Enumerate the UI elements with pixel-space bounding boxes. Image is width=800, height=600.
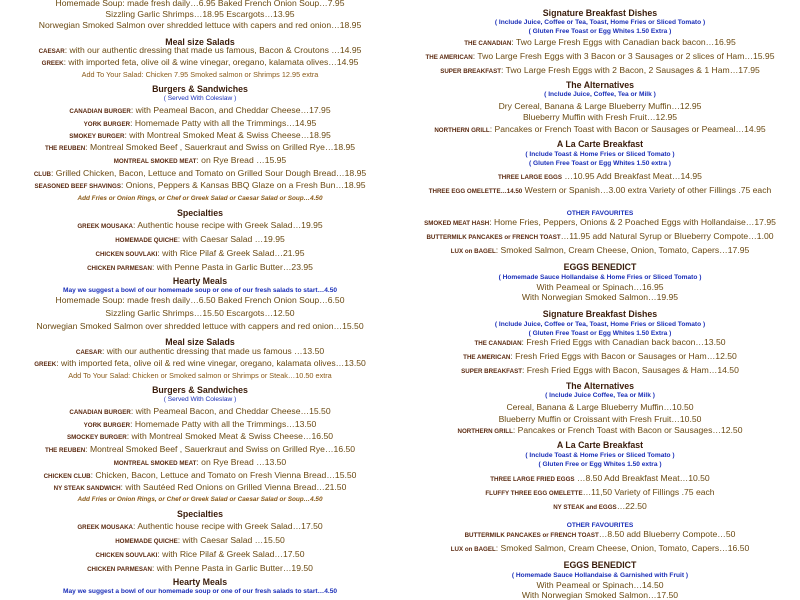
menu-line-text: …22.50	[616, 501, 647, 511]
menu-line-text: : with Caesar Salad …19.95	[177, 234, 285, 244]
menu-line	[0, 509, 400, 520]
menu-line	[0, 431, 400, 442]
menu-line-text: …8.50 add Blueberry Compote…50	[598, 529, 736, 539]
menu-line-text: Cereal, Banana & Large Blueberry Muffin…10.50	[506, 402, 694, 412]
menu-line	[0, 419, 400, 430]
menu-line-text: : with Rice Pilaf & Greek Salad…17.50	[157, 549, 305, 559]
menu-line	[400, 51, 800, 62]
menu-line-text: ( Homemade Sauce Hollandaise & Garnished with Fruit )	[511, 572, 689, 579]
menu-line	[0, 494, 400, 505]
menu-item-name: HOMEMADE QUICHE	[115, 237, 178, 244]
menu-item-name: THE AMERICAN	[425, 54, 473, 61]
menu-line-text: With Norwegian Smoked Salmon…17.50	[521, 590, 679, 600]
menu-line-text: : Onions, Peppers & Kansas BBQ Glaze on a Fresh Bun…18.95	[120, 180, 366, 190]
menu-line-text: : with Peameal Bacon, and Cheddar Cheese…17.95	[130, 105, 331, 115]
menu-item-name: CHICKEN SOUVLAKI	[95, 251, 158, 258]
menu-item-name: MONTREAL SMOKED MEAT	[113, 158, 197, 165]
menu-line	[0, 563, 400, 574]
menu-line	[400, 425, 800, 436]
menu-line-text: : Two Large Fresh Eggs with 2 Bacon, 2 Sausages & 1 Ham…17.95	[501, 65, 760, 75]
menu-line-text: : Homemade Patty with all the Trimmings…13.50	[130, 419, 317, 429]
menu-line	[400, 37, 800, 48]
menu-line-text: : with Montreal Smoked Meat & Swiss Cheese…18.95	[124, 130, 331, 140]
menu-item-name: GREEK MOUSAKA	[77, 524, 134, 531]
menu-line-text: : Montreal Smoked Beef , Sauerkraut and Swiss on Grilled Rye…18.95	[85, 142, 356, 152]
menu-line	[0, 482, 400, 493]
menu-line-text: With Peameal or Spinach…16.95	[536, 282, 664, 292]
menu-line-text: With Norwegian Smoked Salmon…19.95	[521, 292, 679, 302]
menu-line-text: …11,50 Variety of Fillings .75 each	[582, 487, 715, 497]
menu-line-text: ( Include Juice, Coffee, Tea or Milk )	[544, 91, 656, 98]
menu-line	[0, 370, 400, 381]
menu-line	[400, 124, 800, 135]
menu-item-name: BUTTERMILK PANCAKES or FRENCH TOAST	[464, 532, 599, 539]
menu-item-name: GREEK MOUSAKA	[77, 223, 134, 230]
menu-line	[0, 45, 400, 56]
menu-line	[0, 20, 400, 31]
menu-item-name: SMOKEY BURGER	[69, 133, 125, 140]
menu-line-text: : with Penne Pasta in Garlic Butter…19.50	[151, 563, 313, 573]
menu-line-text: ( Include Juice Coffee, Tea or Milk )	[545, 392, 655, 399]
menu-line	[0, 93, 400, 104]
menu-line-text: : with Peameal Bacon, and Cheddar Cheese…15.50	[130, 406, 331, 416]
menu-line-text: : on Rye Bread …13.50	[196, 457, 287, 467]
menu-line	[400, 65, 800, 76]
menu-item-name: THE REUBEN	[44, 145, 86, 152]
menu-line-text: OTHER FAVOURITES	[566, 210, 634, 217]
menu-line	[400, 590, 800, 600]
menu-line-text: : Chicken, Bacon, Lettuce and Tomato on Fresh Vienna Bread…15.50	[90, 470, 357, 480]
menu-item-name: CHICKEN PARMESAN	[87, 265, 152, 272]
menu-line	[0, 358, 400, 369]
menu-line-text: The Alternatives	[565, 80, 635, 90]
menu-line	[400, 529, 800, 540]
menu-line-text: ( Include Toast & Home Fries or Sliced Tomato )	[525, 452, 675, 459]
menu-column-right	[400, 0, 800, 600]
menu-line-text: OTHER FAVOURITES	[566, 522, 634, 529]
menu-item-name: LUX on BAGEL	[450, 248, 496, 255]
menu-line-text: A La Carte Breakfast	[556, 440, 644, 450]
menu-item-name: CANADIAN BURGER	[69, 108, 131, 115]
menu-line-text: : Pancakes or French Toast with Bacon or Sausages or Peameal…14.95	[489, 124, 766, 134]
menu-line-text: ( Include Juice, Coffee or Tea, Toast, Home Fries or Sliced Tomato )	[494, 321, 706, 328]
menu-line	[0, 105, 400, 116]
menu-line	[0, 549, 400, 560]
menu-line-text: EGGS BENEDICT	[563, 262, 637, 272]
menu-line	[0, 346, 400, 357]
menu-line-text: : with Caesar Salad …15.50	[177, 535, 285, 545]
menu-line-text: : with Montreal Smoked Meat & Swiss Cheese…16.50	[126, 431, 334, 441]
menu-line-text: : Home Fries, Peppers, Onions & 2 Poached Eggs with Hollandaise…17.95	[489, 217, 776, 227]
menu-line	[400, 337, 800, 348]
menu-line	[400, 245, 800, 256]
menu-line-text: EGGS BENEDICT	[563, 560, 637, 570]
menu-line-text: : Authentic house recipe with Greek Salad…19.95	[133, 220, 323, 230]
menu-line	[0, 586, 400, 597]
menu-line-text: : Smoked Salmon, Cream Cheese, Onion, Tomato, Capers…17.95	[495, 245, 750, 255]
menu-line	[0, 457, 400, 468]
menu-line	[0, 521, 400, 532]
menu-item-name: NORTHERN GRILL	[434, 127, 490, 134]
menu-line-text: : with imported feta, olive oil & red wine vinegar, oregano, kalamata olives…13.50	[56, 358, 366, 368]
menu-line-text: Sizzling Garlic Shrimps…15.50 Escargots…12.50	[105, 308, 295, 318]
menu-line	[0, 0, 400, 9]
menu-line	[400, 459, 800, 470]
menu-line-text: : Fresh Fried Eggs with Bacon or Sausages or Ham…12.50	[510, 351, 737, 361]
menu-line	[400, 390, 800, 401]
menu-item-name: THE AMERICAN	[463, 354, 511, 361]
menu-item-name: MONTREAL SMOKED MEAT	[113, 460, 197, 467]
menu-line-text: : Homemade Patty with all the Trimmings…14.95	[130, 118, 317, 128]
menu-line	[0, 130, 400, 141]
menu-line-text: ( Include Toast & Home Fries or Sliced Tomato )	[525, 151, 675, 158]
menu-item-name: SEASONED BEEF SHAVINGS	[34, 183, 121, 190]
menu-line	[0, 69, 400, 80]
menu-line-text: ( Gluten Free Toast or Egg Whites 1.50 extra )	[528, 160, 672, 167]
menu-line-text: Western or Spanish…3.00 extra Variety of other Fillings .75 each	[522, 185, 772, 195]
menu-item-name: CHICKEN PARMESAN	[87, 566, 152, 573]
menu-item-name: SUPER BREAKFAST	[461, 368, 522, 375]
menu-item-name: CLUB	[33, 171, 52, 178]
menu-line-text: : with imported feta, olive oil & wine vinegar, oregano, kalamata olives…14.95	[63, 57, 359, 67]
menu-item-name: CAESAR	[38, 48, 65, 55]
menu-line	[400, 292, 800, 303]
menu-item-name: THREE LARGE FRIED EGGS	[490, 476, 575, 483]
menu-item-name: CHICKEN CLUB	[43, 473, 91, 480]
menu-item-name: LUX on BAGEL	[450, 546, 496, 553]
menu-item-name: THE CANADIAN	[464, 40, 512, 47]
menu-line-text: Blueberry Muffin with Fresh Fruit…12.95	[522, 112, 678, 122]
menu-line-text: Homemade Soup: made fresh daily…6.50 Baked French Onion Soup…6.50	[55, 295, 345, 305]
menu-line	[400, 351, 800, 362]
menu-line-text: ( Served With Coleslaw )	[163, 95, 237, 102]
menu-line	[0, 262, 400, 273]
menu-item-name: BUTTERMILK PANCAKES or FRENCH TOAST	[426, 234, 561, 241]
menu-line	[0, 535, 400, 546]
menu-line-text: : with Penne Pasta in Garlic Butter…23.95	[151, 262, 313, 272]
menu-line	[400, 231, 800, 242]
menu-line-text: : Fresh Fried Eggs with Bacon, Sausages & Ham…14.50	[522, 365, 739, 375]
menu-item-name: SUPER BREAKFAST	[440, 68, 502, 75]
menu-line-text: : Grilled Chicken, Bacon, Lettuce and Tomato on Grilled Sour Dough Bread…18.95	[51, 168, 367, 178]
menu-line	[0, 308, 400, 319]
menu-line-text: Specialties	[177, 208, 223, 218]
menu-line-text: Add Fries or Onion Rings, or Chef or Greek Salad or Caesar Salad or Soup…4.50	[77, 195, 323, 202]
menu-line	[0, 394, 400, 405]
menu-item-name: HOMEMADE QUICHE	[115, 538, 178, 545]
menu-line-text: …10.95 Add Breakfast Meat…14.95	[561, 171, 702, 181]
menu-line	[400, 185, 800, 196]
menu-line	[400, 543, 800, 554]
menu-line-text: Burgers & Sandwiches	[152, 84, 248, 94]
menu-line-text: ( Gluten Free Toast or Egg Whites 1.50 Extra )	[528, 330, 672, 337]
menu-line	[0, 180, 400, 191]
menu-line-text: …8.50 Add Breakfast Meat…10.50	[574, 473, 710, 483]
menu-item-name: FLUFFY THREE EGG OMELETTE	[485, 490, 583, 497]
menu-item-name: GREEK	[34, 361, 57, 368]
menu-line-text: : Two Large Fresh Eggs with Canadian back bacon…16.95	[511, 37, 736, 47]
menu-item-name: THREE EGG OMELETTE…14.50	[428, 188, 523, 195]
menu-line	[400, 112, 800, 123]
menu-item-name: THE REUBEN	[44, 447, 86, 454]
menu-item-name: THREE LARGE EGGS	[498, 174, 562, 181]
menu-line	[0, 9, 400, 20]
menu-line-text: : Pancakes or French Toast with Bacon or Sausages…12.50	[512, 425, 743, 435]
menu-item-name: SMOCKEY BURGER	[66, 434, 127, 441]
menu-line-text: ( Homemade Sauce Hollandaise & Home Fries or Sliced Tomato )	[498, 274, 702, 281]
menu-line	[400, 365, 800, 376]
menu-line-text: May we suggest a bowl of our homemade soup or one of our fresh salads to start…4.50	[62, 588, 338, 595]
menu-line	[0, 168, 400, 179]
menu-item-name: CHICKEN SOUVLAKI	[95, 552, 158, 559]
menu-line-text: …11.95 add Natural Syrup or Blueberry Compote…1.00	[560, 231, 774, 241]
menu-line-text: ( Gluten Free Toast or Egg Whites 1.50 Extra )	[528, 28, 672, 35]
menu-line-text: : with Sautéed Red Onions on Grilled Vienna Bread…21.50	[120, 482, 347, 492]
menu-line	[0, 208, 400, 219]
menu-item-name: CAESAR	[75, 349, 102, 356]
menu-item-name: YORK BURGER	[83, 121, 131, 128]
menu-line	[400, 89, 800, 100]
menu-line-text: With Peameal or Spinach…14.50	[536, 580, 664, 590]
menu-line-text: Sizzling Garlic Shrimps…18.95 Escargots…13.95	[105, 9, 295, 19]
menu-line-text: Hearty Meals	[172, 577, 228, 587]
menu-line-text: : with our authentic dressing that made us famous, Bacon & Croutons …14.95	[64, 45, 362, 55]
menu-line-text: Add To Your Salad: Chicken or Smoked salmon or Shrimps or Steak…10.50 extra	[68, 371, 332, 380]
menu-line-text: Add To Your Salad: Chicken 7.95 Smoked salmon or Shrimps 12.95 extra	[81, 70, 319, 79]
menu-line	[400, 402, 800, 413]
menu-line-text: Homemade Soup: made fresh daily…6.95 Baked French Onion Soup…7.95	[55, 0, 345, 8]
menu-line	[400, 101, 800, 112]
menu-item-name: CANADIAN BURGER	[69, 409, 131, 416]
menu-line	[0, 155, 400, 166]
menu-line-text: Norwegian Smoked Salmon over shredded lettuce with cappers and red onion…15.50	[36, 321, 364, 331]
menu-line	[400, 26, 800, 37]
menu-item-name: NY STEAK and EGGS	[553, 504, 617, 511]
menu-line-text: : on Rye Bread …15.95	[196, 155, 287, 165]
menu-line	[0, 220, 400, 231]
menu-line	[400, 158, 800, 169]
menu-line-text: Specialties	[177, 509, 223, 519]
menu-line-text: Signature Breakfast Dishes	[542, 309, 658, 319]
menu-line-text: ( Served With Coleslaw )	[163, 396, 237, 403]
menu-line	[0, 142, 400, 153]
menu-line-text: A La Carte Breakfast	[556, 139, 644, 149]
menu-line-text: : Montreal Smoked Beef , Sauerkraut and Swiss on Grilled Rye…16.50	[85, 444, 356, 454]
menu-line	[0, 295, 400, 306]
menu-item-name: NORTHERN GRILL	[457, 428, 513, 435]
menu-line-text: Dry Cereal, Banana & Large Blueberry Muffin…12.95	[498, 101, 702, 111]
menu-line-text: : Authentic house recipe with Greek Salad…17.50	[133, 521, 323, 531]
menu-item-name: THE CANADIAN	[474, 340, 522, 347]
menu-line	[0, 118, 400, 129]
menu-item-name: YORK BURGER	[83, 422, 131, 429]
menu-line-text: Meal size Salads	[165, 37, 235, 47]
menu-line-text: : Fresh Fried Eggs with Canadian back bacon…13.50	[521, 337, 726, 347]
menu-line-text: ( Gluten Free or Egg Whites 1.50 extra )	[538, 461, 662, 468]
menu-line-text: : Smoked Salmon, Cream Cheese, Onion, Tomato, Capers…16.50	[495, 543, 750, 553]
menu-line-text: Meal size Salads	[165, 337, 235, 347]
menu-line-text: Add Fries or Onion Rings, or Chef or Greek Salad or Caesar Salad or Soup…4.50	[77, 496, 323, 503]
menu-line	[400, 487, 800, 498]
menu-line-text: May we suggest a bowl of our homemade soup or one of our fresh salads to start…4.50	[62, 287, 338, 294]
menu-line-text: : with Rice Pilaf & Greek Salad…21.95	[157, 248, 305, 258]
menu-line	[400, 414, 800, 425]
menu-line-text: Signature Breakfast Dishes	[542, 8, 658, 18]
menu-line	[0, 248, 400, 259]
menu-line	[0, 470, 400, 481]
menu-line-text: : with our authentic dressing that made us famous …13.50	[102, 346, 325, 356]
menu-line	[0, 57, 400, 68]
menu-line	[400, 217, 800, 228]
menu-line-text: Blueberry Muffin or Croissant with Fresh Fruit…10.50	[498, 414, 702, 424]
menu-line-text: ( Include Juice, Coffee or Tea, Toast, Home Fries or Sliced Tomato )	[494, 19, 706, 26]
menu-line-text: : Two Large Fresh Eggs with 3 Bacon or 3 Sausages or 2 slices of Ham…15.95	[472, 51, 775, 61]
menu-line	[400, 501, 800, 512]
menu-line	[0, 444, 400, 455]
menu-line-text: Burgers & Sandwiches	[152, 385, 248, 395]
menu-item-name: SMOKED MEAT HASH	[424, 220, 490, 227]
menu-line	[0, 193, 400, 204]
menu-line-text: Norwegian Smoked Salmon over shredded lettuce with capers and red onion…18.95	[38, 20, 362, 30]
menu-item-name: GREEK	[41, 60, 64, 67]
menu-line	[0, 406, 400, 417]
menu-line-text: The Alternatives	[565, 381, 635, 391]
menu-line	[0, 321, 400, 332]
menu-item-name: NY STEAK SANDWICH	[53, 485, 121, 492]
menu-line	[400, 171, 800, 182]
menu-line	[400, 473, 800, 484]
menu-line-text: Hearty Meals	[172, 276, 228, 286]
menu-line	[0, 234, 400, 245]
